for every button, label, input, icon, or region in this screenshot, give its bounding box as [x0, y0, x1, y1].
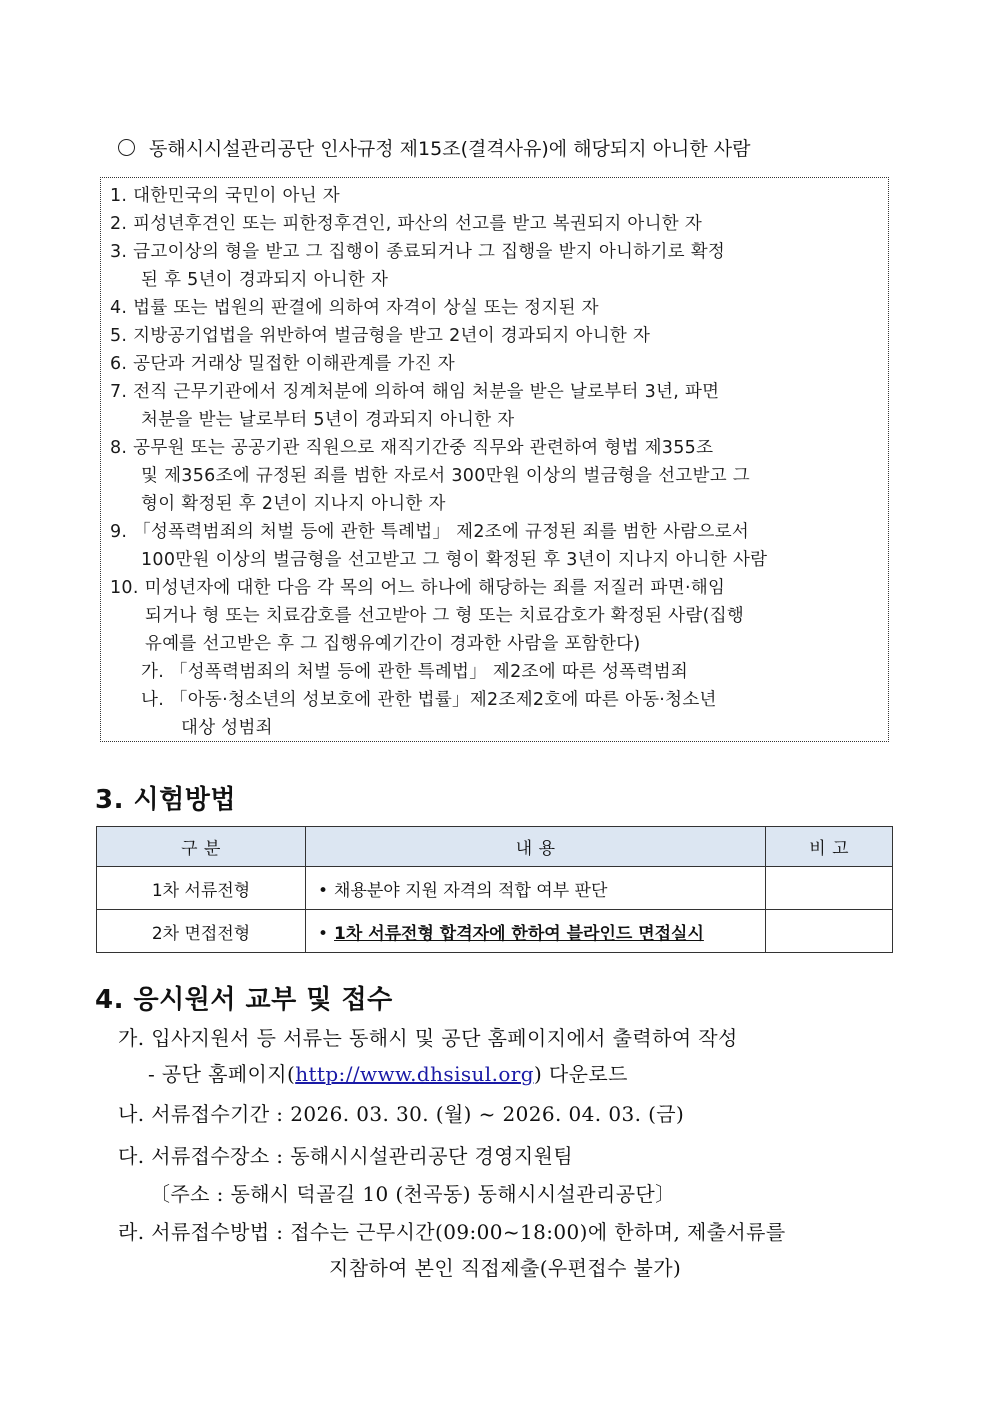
content-text: 1차 서류전형 합격자에 한하여 블라인드 면접실시	[334, 923, 704, 944]
item-d: 라. 서류접수방법 : 접수는 근무시간(09:00~18:00)에 한하며, 제출서류를	[118, 1220, 786, 1244]
content-cell	[306, 867, 766, 910]
item-c-sub: 〔주소 : 동해시 덕골길 10 (천곡동) 동해시시설관리공단〕	[150, 1182, 676, 1206]
qualification-intro	[118, 134, 750, 161]
header-content: 내 용	[306, 827, 766, 867]
circle-bullet-icon	[118, 139, 135, 156]
disq-line: 2. 피성년후견인 또는 피한정후견인, 파산의 선고를 받고 복권되지 아니한 자	[110, 214, 703, 234]
disq-line: 1. 대한민국의 국민이 아닌 자	[110, 186, 341, 206]
disq-line: 대상 성범죄	[181, 718, 273, 738]
disq-line: 나. 「아동·청소년의 성보호에 관한 법률」제2조제2호에 따른 아동·청소년	[141, 690, 717, 710]
disqualification-box	[100, 177, 889, 742]
exam-method-table	[96, 826, 893, 953]
disq-line: 처분을 받는 날로부터 5년이 경과되지 아니한 자	[141, 410, 515, 430]
bullet-icon: •	[318, 880, 329, 901]
stage-cell: 1차 서류전형	[97, 867, 306, 910]
disq-line: 8. 공무원 또는 공공기관 직원으로 재직기간중 직무와 관련하여 형법 제355조	[110, 438, 714, 458]
stage-cell: 2차 면접전형	[97, 910, 306, 953]
disq-line: 및 제356조에 규정된 죄를 범한 자로서 300만원 이상의 벌금형을 선고받고 그	[141, 466, 750, 486]
disq-line: 된 후 5년이 경과되지 아니한 자	[141, 270, 389, 290]
note-cell	[766, 910, 893, 953]
disq-line: 6. 공단과 거래상 밀접한 이해관계를 가진 자	[110, 354, 455, 374]
disq-line: 7. 전직 근무기관에서 징계처분에 의하여 해임 처분을 받은 날로부터 3년, 파면	[110, 382, 720, 402]
item-a-sub	[148, 1058, 628, 1087]
disq-line: 3. 금고이상의 형을 받고 그 집행이 종료되거나 그 집행을 받지 아니하기로 확정	[110, 242, 726, 262]
item-d-sub: 지참하여 본인 직접제출(우편접수 불가)	[329, 1256, 682, 1280]
table-header-row	[97, 827, 893, 867]
disq-line: 가. 「성폭력범죄의 처벌 등에 관한 특례법」 제2조에 따른 성폭력범죄	[141, 662, 689, 682]
disq-line: 4. 법률 또는 법원의 판결에 의하여 자격이 상실 또는 정지된 자	[110, 298, 599, 318]
item-b: 나. 서류접수기간 : 2026. 03. 30. (월) ~ 2026. 04. 03. (금)	[118, 1102, 685, 1126]
intro-text: 동해시시설관리공단 인사규정 제15조(결격사유)에 해당되지 아니한 사람	[149, 138, 751, 160]
section3-title: 3. 시험방법	[95, 785, 236, 815]
disq-line: 형이 확정된 후 2년이 지나지 아니한 자	[141, 494, 446, 514]
disq-line: 유예를 선고받은 후 그 집행유예기간이 경과한 사람을 포함한다)	[145, 634, 641, 654]
bullet-icon: •	[318, 923, 329, 944]
disq-line: 10. 미성년자에 대한 다음 각 목의 어느 하나에 해당하는 죄를 저질러 파면·해임	[110, 578, 726, 598]
content-cell	[306, 910, 766, 953]
item-a: 가. 입사지원서 등 서류는 동해시 및 공단 홈페이지에서 출력하여 작성	[118, 1026, 738, 1050]
disq-line: 100만원 이상의 벌금형을 선고받고 그 형이 확정된 후 3년이 지나지 아니한 사람	[141, 550, 768, 570]
disq-line: 되거나 형 또는 치료감호를 선고받아 그 형 또는 치료감호가 확정된 사람(집행	[145, 606, 745, 626]
table-row	[97, 867, 893, 910]
disq-line: 5. 지방공기업법을 위반하여 벌금형을 받고 2년이 경과되지 아니한 자	[110, 326, 651, 346]
section4-title: 4. 응시원서 교부 및 접수	[95, 985, 393, 1015]
table-row	[97, 910, 893, 953]
item-a-sub-suffix: ) 다운로드	[533, 1062, 628, 1086]
item-a-sub-prefix: - 공단 홈페이지(	[148, 1062, 296, 1086]
note-cell	[766, 867, 893, 910]
content-text: 채용분야 지원 자격의 적합 여부 판단	[334, 880, 608, 901]
item-c: 다. 서류접수장소 : 동해시시설관리공단 경영지원팀	[118, 1144, 574, 1168]
header-category: 구 분	[97, 827, 306, 867]
disq-line: 9. 「성폭력범죄의 처벌 등에 관한 특례법」 제2조에 규정된 죄를 범한 사람으로서	[110, 522, 750, 542]
homepage-link[interactable]: http://www.dhsisul.org	[295, 1062, 534, 1086]
header-note: 비 고	[766, 827, 893, 867]
